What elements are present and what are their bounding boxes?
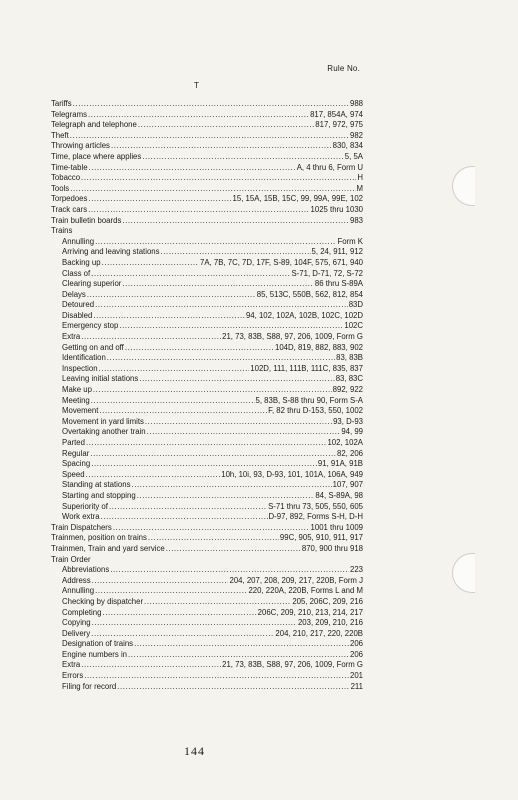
entry-rule-refs: 1025 thru 1030	[310, 204, 363, 214]
dot-leader	[93, 311, 245, 322]
index-entry	[51, 629, 363, 640]
index-entry	[51, 660, 363, 671]
index-entry	[51, 247, 363, 258]
entry-rule-refs: 104D, 819, 882, 883, 902	[274, 342, 363, 352]
entry-rule-refs: 206	[349, 639, 363, 649]
dot-leader	[81, 332, 221, 343]
index-entry	[51, 237, 363, 248]
entry-rule-refs: 830, 834	[332, 141, 363, 151]
entry-name: Copying	[62, 618, 91, 628]
index-entry	[51, 597, 363, 608]
entry-rule-refs: 21, 73, 83B, S88, 97, 206, 1009, Form G	[222, 332, 363, 342]
entry-rule-refs: A, 4 thru 6, Form U	[296, 162, 363, 172]
index-entry	[51, 385, 363, 396]
entry-rule-refs: 83, 83C	[335, 374, 363, 384]
entry-rule-refs: 203, 209, 210, 216	[297, 618, 363, 628]
dot-leader	[128, 650, 349, 661]
dot-leader	[113, 523, 310, 534]
dot-leader	[102, 608, 256, 619]
entry-rule-refs: 983	[349, 215, 363, 225]
dot-leader	[139, 374, 334, 385]
dot-leader	[101, 512, 268, 523]
entry-rule-refs: 15, 15A, 15B, 15C, 99, 99A, 99E, 102	[232, 194, 363, 204]
entry-name: Checking by dispatcher	[62, 596, 144, 606]
entry-name: Starting and stopping	[62, 490, 136, 500]
dot-leader	[89, 163, 296, 174]
dot-leader	[95, 237, 336, 248]
entry-name: Time-table	[51, 162, 88, 172]
entry-rule-refs: 10h, 10i, 93, D-93, 101, 101A, 106A, 949	[221, 469, 363, 479]
rule-no-heading: Rule No.	[327, 64, 360, 73]
dot-leader	[111, 141, 332, 152]
index-entry	[51, 173, 363, 184]
entry-name: Overtaking another train	[62, 427, 146, 437]
dot-leader	[142, 152, 343, 163]
dot-leader	[132, 480, 332, 491]
index-entry	[51, 417, 363, 428]
entry-rule-refs: 7A, 7B, 7C, 7D, 17F, S-89, 104F, 575, 671, 940	[200, 257, 363, 267]
index-entry	[51, 141, 363, 152]
entry-name: Emergency stop	[62, 321, 119, 331]
entry-rule-refs: 84, S-89A, 98	[315, 490, 363, 500]
entry-name: Filing for record	[62, 681, 117, 691]
index-list	[51, 99, 363, 692]
entry-name: Tobacco	[51, 173, 81, 183]
dot-leader	[161, 247, 311, 258]
dot-leader	[88, 205, 309, 216]
entry-name: Delivery	[62, 628, 91, 638]
dot-leader	[138, 120, 314, 131]
binder-hole	[452, 166, 475, 206]
index-entry	[51, 364, 363, 375]
index-entry	[51, 470, 363, 481]
entry-name: Speed	[62, 469, 85, 479]
binder-hole	[452, 553, 475, 593]
dot-leader	[125, 343, 274, 354]
entry-name: Theft	[51, 130, 69, 140]
entry-rule-refs: 220, 220A, 220B, Forms L and M	[248, 586, 363, 596]
entry-name: Extra	[62, 660, 81, 670]
entry-name: Completing	[62, 607, 102, 617]
entry-name: Tariffs	[51, 99, 72, 108]
index-entry	[51, 99, 363, 110]
dot-leader	[137, 491, 315, 502]
entry-rule-refs: S-71, D-71, 72, S-72	[291, 268, 363, 278]
dot-leader	[122, 216, 349, 227]
entry-name: Movement in yard limits	[62, 416, 144, 426]
index-entry	[51, 544, 363, 555]
entry-name: Disabled	[62, 310, 93, 320]
entry-name: Class of	[62, 268, 91, 278]
index-entry	[51, 406, 363, 417]
dot-leader	[147, 427, 341, 438]
entry-rule-refs: S-71 thru 73, 505, 550, 605	[268, 501, 363, 511]
entry-rule-refs: 21, 73, 83B, S88, 97, 206, 1009, Form G	[222, 660, 363, 670]
dot-leader	[134, 639, 349, 650]
index-entry	[51, 565, 363, 576]
dot-leader	[122, 279, 314, 290]
dot-leader	[119, 321, 343, 332]
index-entry	[51, 258, 363, 269]
entry-rule-refs: 107, 907	[332, 480, 363, 490]
index-entry	[51, 163, 363, 174]
index-entry	[51, 502, 363, 513]
index-entry	[51, 184, 363, 195]
index-entry	[51, 586, 363, 597]
dot-leader	[91, 396, 255, 407]
entry-name: Track cars	[51, 204, 88, 214]
entry-rule-refs: 82, 206	[336, 448, 363, 458]
dot-leader	[145, 417, 332, 428]
entry-rule-refs: 211	[350, 681, 363, 691]
index-entry	[51, 120, 363, 131]
index-entry	[51, 290, 363, 301]
entry-name: Spacing	[62, 459, 91, 469]
entry-rule-refs: H	[357, 173, 363, 183]
dot-leader	[95, 586, 247, 597]
entry-rule-refs: 223	[349, 565, 363, 575]
entry-rule-refs: 5, 24, 911, 912	[311, 247, 363, 257]
index-entry	[51, 449, 363, 460]
index-entry	[51, 152, 363, 163]
entry-rule-refs: 206C, 209, 210, 213, 214, 217	[257, 607, 363, 617]
entry-name: Abbreviations	[62, 565, 110, 575]
dot-leader	[91, 629, 274, 640]
entry-rule-refs: 204, 210, 217, 220, 220B	[275, 628, 363, 638]
index-entry	[51, 438, 363, 449]
index-entry	[51, 523, 363, 534]
entry-name: Detoured	[62, 300, 95, 310]
dot-leader	[70, 184, 355, 195]
dot-leader	[102, 258, 199, 269]
entry-name: Annulling	[62, 236, 95, 246]
index-entry	[51, 533, 363, 544]
entry-rule-refs: 86 thru S-89A	[314, 279, 363, 289]
dot-leader	[92, 576, 229, 587]
entry-name: Train Dispatchers	[51, 522, 112, 532]
dot-leader	[144, 597, 291, 608]
index-entry	[51, 459, 363, 470]
index-entry	[51, 671, 363, 682]
index-entry	[51, 555, 363, 566]
dot-leader	[91, 269, 290, 280]
entry-rule-refs: 201	[349, 671, 363, 681]
entry-name: Throwing articles	[51, 141, 110, 151]
entry-rule-refs: 817, 854A, 974	[310, 109, 363, 119]
entry-rule-refs: 5, 5A	[344, 151, 363, 161]
entry-name: Time, place where applies	[51, 151, 142, 161]
entry-name: Backing up	[62, 257, 101, 267]
entry-rule-refs: 205, 206C, 209, 216	[292, 596, 363, 606]
index-entry	[51, 311, 363, 322]
entry-name: Errors	[62, 671, 84, 681]
entry-name: Telegraph and telephone	[51, 120, 137, 130]
dot-leader	[107, 353, 335, 364]
entry-name: Make up	[62, 385, 92, 395]
dot-leader	[70, 131, 349, 142]
entry-rule-refs: 817, 972, 975	[315, 120, 363, 130]
entry-name: Trains	[51, 226, 73, 236]
entry-rule-refs: 982	[349, 130, 363, 140]
index-entry	[51, 608, 363, 619]
index-entry	[51, 576, 363, 587]
dot-leader	[110, 565, 349, 576]
dot-leader	[87, 290, 256, 301]
index-entry	[51, 205, 363, 216]
entry-name: Extra	[62, 332, 81, 342]
index-entry	[51, 427, 363, 438]
entry-name: Inspection	[62, 363, 98, 373]
entry-rule-refs: 93, D-93	[333, 416, 363, 426]
entry-rule-refs: F, 82 thru D-153, 550, 1002	[268, 406, 363, 416]
entry-rule-refs: 892, 922	[332, 385, 363, 395]
entry-name: Clearing superior	[62, 279, 122, 289]
entry-name: Leaving initial stations	[62, 374, 139, 384]
dot-leader	[148, 533, 279, 544]
entry-name: Standing at stations	[62, 480, 131, 490]
entry-name: Regular	[62, 448, 90, 458]
dot-leader	[99, 406, 267, 417]
entry-rule-refs: 988	[349, 99, 363, 108]
entry-rule-refs: 85, 513C, 550B, 562, 812, 854	[256, 289, 363, 299]
dot-leader	[86, 470, 221, 481]
entry-name: Trainmen, Train and yard service	[51, 543, 165, 553]
entry-name: Movement	[62, 406, 99, 416]
index-entry	[51, 269, 363, 280]
entry-name: Delays	[62, 289, 86, 299]
index-entry	[51, 618, 363, 629]
index-entry	[51, 300, 363, 311]
entry-name: Train Order	[51, 554, 91, 564]
entry-rule-refs: 204, 207, 208, 209, 217, 220B, Form J	[229, 575, 363, 585]
entry-name: Tools	[51, 183, 70, 193]
entry-rule-refs: 102C	[344, 321, 363, 331]
entry-name: Getting on and off	[62, 342, 124, 352]
index-entry	[51, 639, 363, 650]
dot-leader	[73, 99, 349, 110]
entry-rule-refs: 1001 thru 1009	[310, 522, 363, 532]
dot-leader	[91, 459, 317, 470]
entry-rule-refs: 102D, 111, 111B, 111C, 835, 837	[250, 363, 363, 373]
entry-name: Engine numbers in	[62, 649, 128, 659]
dot-leader	[93, 385, 332, 396]
dot-leader	[166, 544, 301, 555]
entry-name: Train bulletin boards	[51, 215, 122, 225]
entry-rule-refs: 94, 99	[341, 427, 363, 437]
entry-name: Address	[62, 575, 91, 585]
entry-rule-refs: 5, 83B, S-88 thru 90, Form S-A	[255, 395, 363, 405]
entry-rule-refs: 94, 102, 102A, 102B, 102C, 102D	[245, 310, 363, 320]
entry-name: Trainmen, position on trains	[51, 533, 147, 543]
entry-name: Parted	[62, 438, 85, 447]
dot-leader	[81, 173, 356, 184]
index-entry	[51, 343, 363, 354]
dot-leader	[84, 671, 349, 682]
index-entry	[51, 480, 363, 491]
index-entry	[51, 491, 363, 502]
entry-name: Work extra	[62, 512, 100, 522]
dot-leader	[99, 364, 250, 375]
index-entry	[51, 512, 363, 523]
dot-leader	[92, 618, 297, 629]
entry-rule-refs: 102, 102A	[327, 438, 363, 447]
entry-rule-refs: 870, 900 thru 918	[301, 543, 363, 553]
entry-name: Meeting	[62, 395, 90, 405]
entry-rule-refs: 83D	[348, 300, 363, 310]
section-letter: T	[194, 81, 199, 90]
index-entry	[51, 682, 363, 693]
entry-name: Torpedoes	[51, 194, 88, 204]
index-entry	[51, 110, 363, 121]
index-entry	[51, 650, 363, 661]
dot-leader	[81, 660, 221, 671]
entry-rule-refs: M	[356, 183, 363, 193]
dot-leader	[86, 438, 326, 449]
entry-rule-refs: Form K	[337, 236, 363, 246]
index-entry	[51, 321, 363, 332]
index-entry	[51, 226, 363, 237]
entry-rule-refs: D-97, 892, Forms S-H, D-H	[268, 512, 363, 522]
entry-name: Designation of trains	[62, 639, 134, 649]
entry-name: Telegrams	[51, 109, 87, 119]
dot-leader	[109, 502, 267, 513]
entry-rule-refs: 83, 83B	[336, 353, 363, 363]
entry-name: Annulling	[62, 586, 95, 596]
index-entry	[51, 216, 363, 227]
dot-leader	[117, 682, 349, 693]
entry-name: Identification	[62, 353, 106, 363]
page-number: 144	[184, 744, 205, 758]
entry-rule-refs: 99C, 905, 910, 911, 917	[279, 533, 363, 543]
index-entry	[51, 131, 363, 142]
entry-name: Superiority of	[62, 501, 108, 511]
entry-rule-refs: 206	[349, 649, 363, 659]
dot-leader	[90, 449, 336, 460]
index-entry	[51, 194, 363, 205]
index-entry	[51, 374, 363, 385]
dot-leader	[88, 194, 231, 205]
entry-rule-refs: 91, 91A, 91B	[317, 459, 363, 469]
dot-leader	[88, 110, 309, 121]
index-entry	[51, 396, 363, 407]
index-entry	[51, 279, 363, 290]
index-entry	[51, 353, 363, 364]
entry-name: Arriving and leaving stations	[62, 247, 160, 257]
index-entry	[51, 332, 363, 343]
dot-leader	[95, 300, 348, 311]
